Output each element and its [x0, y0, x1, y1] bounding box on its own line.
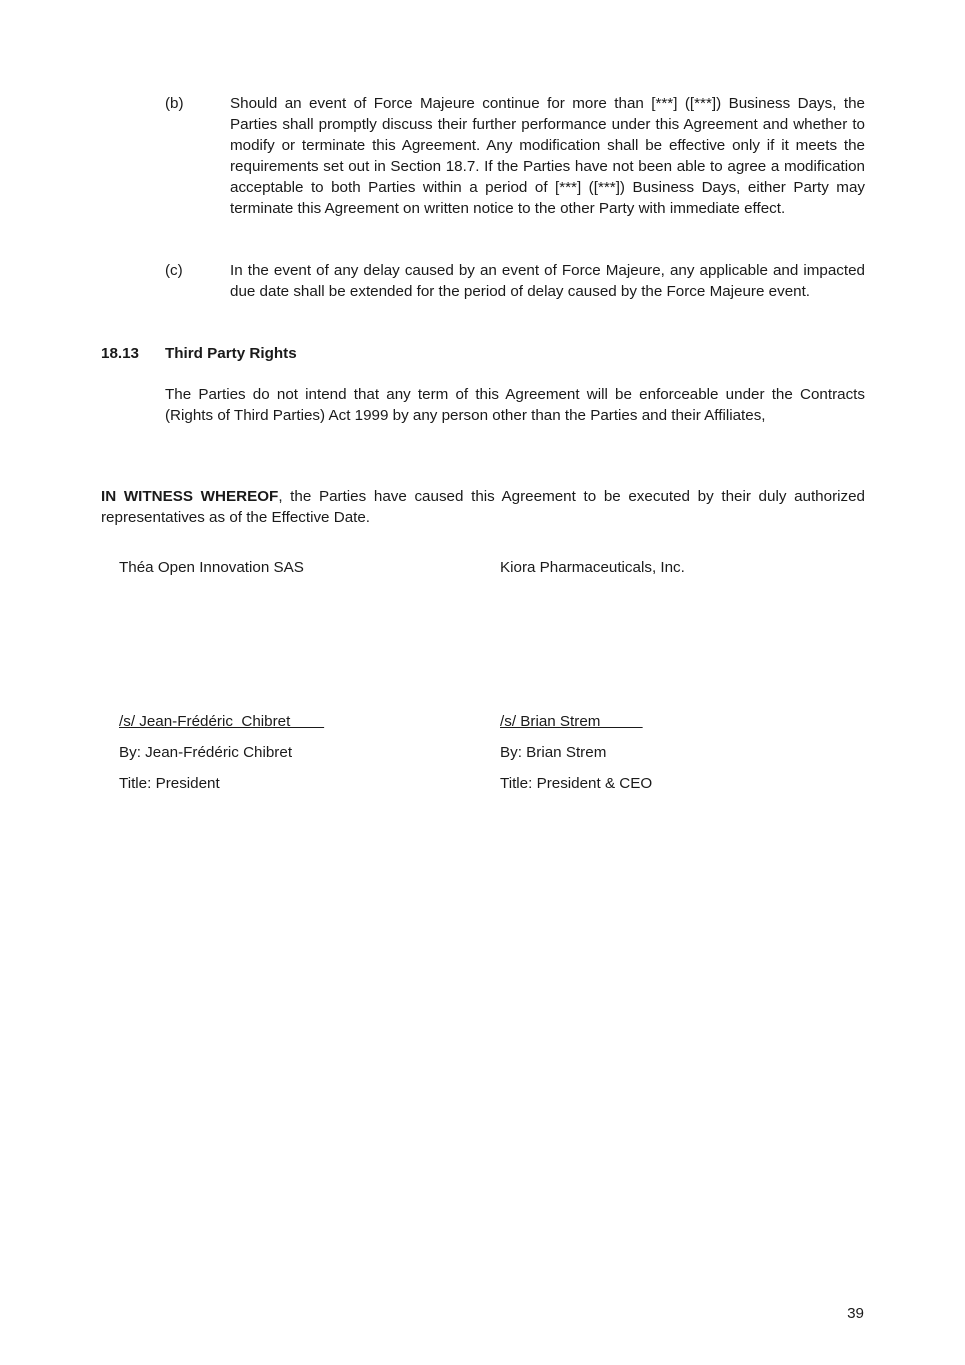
right-title: Title: President & CEO [500, 775, 653, 792]
section-title: Third Party Rights [165, 345, 297, 362]
left-by: By: Jean-Frédéric Chibret [119, 744, 293, 761]
clause-b [165, 93, 865, 219]
witness-text: , the Parties have caused this Agreement to be executed by their duly authorized representatives as of the Effective Date. [101, 488, 865, 526]
clause-c [165, 260, 865, 302]
left-signature: /s/ Jean-Frédéric Chibret [119, 713, 325, 730]
section-paragraph: The Parties do not intend that any term of this Agreement will be enforceable under the Contracts (Rights of Third Parties) Act 1999 by any person other than the Parties and their Affiliates, [165, 386, 865, 424]
right-by: By: Brian Strem [500, 744, 607, 761]
left-company: Théa Open Innovation SAS [119, 559, 304, 576]
left-title: Title: President [119, 775, 220, 792]
clause-c-label: (c) [165, 262, 183, 279]
witness-lead: IN WITNESS WHEREOF [101, 488, 279, 505]
clause-b-label: (b) [165, 95, 184, 112]
clause-c-text: In the event of any delay caused by an event of Force Majeure, any applicable and impacted due date shall be extended for the period of delay caused by the Force Majeure event. [230, 262, 865, 300]
clause-b-text: Should an event of Force Majeure continue for more than [***] ([***]) Business Days, the Parties shall promptly discuss their further performance under this Agreement and whether to modify or terminate this Agreement. Any modification shall be effective only if it meets the requirements set out in Section 18.7. If the Parties have not been able to agree a modification acceptable to both Parties within a period of [***] ([***]) Business Days, either Party may terminate this Agreement on written notice to the other Party with immediate effect. [230, 95, 865, 217]
section-number: 18.13 [101, 345, 140, 362]
right-signature: /s/ Brian Strem [500, 713, 643, 730]
witness-paragraph [101, 486, 865, 528]
right-company: Kiora Pharmaceuticals, Inc. [500, 559, 685, 576]
page-number: 39 [847, 1305, 864, 1322]
section-heading [101, 343, 297, 364]
